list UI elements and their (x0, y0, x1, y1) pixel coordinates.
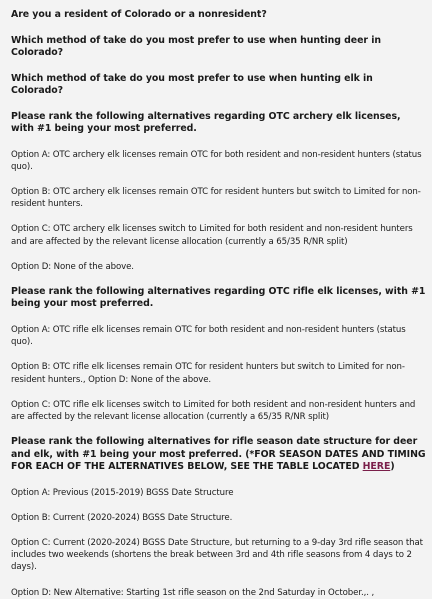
question-elk-method: Which method of take do you most prefer to use when hunting elk in Colorado? (11, 72, 373, 96)
rifle-option-c: Option C: OTC rifle elk licenses switch to Limited for both resident and non-resident hunters and are affected by the relevant license allocation (currently a 65/35 R/NR split) (11, 399, 416, 422)
rifle-option-b: Option B: OTC rifle elk licenses remain OTC for resident hunters but switch to Limited for non-resident hunters., Option D: None of the above. (11, 362, 405, 385)
question-season-rank (11, 436, 426, 474)
question-deer-method: Which method of take do you most prefer to use when hunting deer in Colorado? (11, 34, 381, 58)
season-option-b: Option B: Current (2020-2024) BGSS Date Structure. (11, 512, 233, 523)
archery-option-a: Option A: OTC archery elk licenses remain OTC for both resident and non-resident hunters (status quo). (11, 149, 422, 172)
archery-option-c: Option C: OTC archery elk licenses switch to Limited for both resident and non-resident hunters and are affected by the relevant license allocation (currently a 65/35 R/NR split) (11, 224, 413, 247)
season-table-link[interactable]: HERE (362, 461, 391, 473)
question-residency: Are you a resident of Colorado or a nonresident? (11, 9, 267, 20)
season-option-c: Option C: Current (2020-2024) BGSS Date Structure, but returning to a 9-day 3rd rifle season that includes two weekends (shortens the break between 3rd and 4th rifle seasons from 4 days to 2 days). (11, 538, 423, 573)
question-archery-rank: Please rank the following alternatives regarding OTC archery elk licenses, with #1 being your most preferred. (11, 110, 401, 134)
question-season-rank-text: Please rank the following alternatives for rifle season date structure for deer and elk, with #1 being your most preferred. (*FOR SEASON DATES AND TIMING FOR EACH OF THE ALTERNATIVES BELOW, SEE THE TABLE LOCATED (11, 436, 426, 473)
archery-option-d: Option D: None of the above. (11, 261, 134, 272)
season-option-d: Option D: New Alternative: Starting 1st rifle season on the 2nd Saturday in October.,. , (11, 587, 375, 598)
season-option-a: Option A: Previous (2015-2019) BGSS Date Structure (11, 487, 234, 498)
archery-option-b: Option B: OTC archery elk licenses remain OTC for resident hunters but switch to Limited for non-resident hunters. (11, 186, 421, 210)
rifle-option-a: Option A: OTC rifle elk licenses remain OTC for both resident and non-resident hunters (status quo). (11, 324, 406, 348)
question-rifle-rank: Please rank the following alternatives regarding OTC rifle elk licenses, with #1 being your most preferred. (11, 285, 426, 310)
question-season-rank-close: ) (390, 461, 395, 473)
